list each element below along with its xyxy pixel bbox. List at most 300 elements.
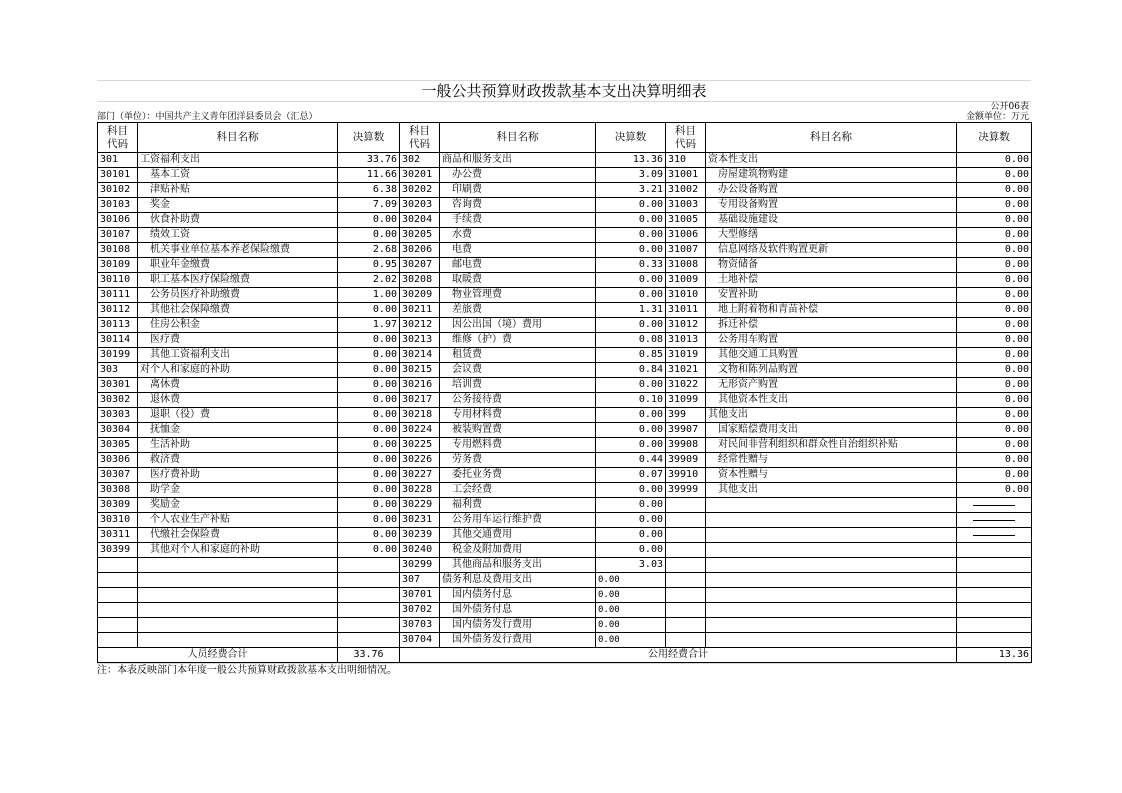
amount-cell-2: 0.00 <box>596 198 666 213</box>
name-cell-1: 奖励金 <box>138 498 338 513</box>
name-cell-3 <box>706 603 957 618</box>
amount-cell-1: 7.09 <box>338 198 400 213</box>
name-cell-1 <box>138 603 338 618</box>
code-cell-1: 30112 <box>98 303 138 318</box>
name-cell-1: 住房公积金 <box>138 318 338 333</box>
amount-cell-1: 2.02 <box>338 273 400 288</box>
name-cell-3 <box>706 633 957 648</box>
code-cell-2: 307 <box>400 573 440 588</box>
amount-cell-3: 0.00 <box>957 258 1032 273</box>
code-cell-3 <box>666 528 706 543</box>
code-cell-2: 30213 <box>400 333 440 348</box>
table-row <box>98 528 1032 543</box>
name-cell-1 <box>138 588 338 603</box>
name-cell-3: 公务用车购置 <box>706 333 957 348</box>
expense-table <box>97 122 1032 663</box>
code-cell-1: 30310 <box>98 513 138 528</box>
table-row <box>98 243 1032 258</box>
amount-cell-3: 0.00 <box>957 468 1032 483</box>
name-cell-2: 手续费 <box>440 213 596 228</box>
amount-cell-3: 0.00 <box>957 153 1032 168</box>
name-cell-3: 其他支出 <box>706 483 957 498</box>
table-row <box>98 198 1032 213</box>
name-cell-3 <box>706 618 957 633</box>
amount-cell-3: 0.00 <box>957 228 1032 243</box>
code-cell-1 <box>98 588 138 603</box>
name-cell-3 <box>706 543 957 558</box>
amount-cell-1: 0.00 <box>338 543 400 558</box>
amount-cell-1: 0.00 <box>338 513 400 528</box>
amount-cell-3: 0.00 <box>957 453 1032 468</box>
header-amount-2: 决算数 <box>596 123 666 153</box>
table-note: 注：本表反映部门本年度一般公共预算财政拨款基本支出明细情况。 <box>97 663 1031 678</box>
table-row <box>98 153 1032 168</box>
code-cell-2: 30226 <box>400 453 440 468</box>
name-cell-1: 退职（役）费 <box>138 408 338 423</box>
amount-cell-1: 11.66 <box>338 168 400 183</box>
code-cell-3 <box>666 558 706 573</box>
table-row <box>98 348 1032 363</box>
name-cell-2: 电费 <box>440 243 596 258</box>
name-cell-2: 会议费 <box>440 363 596 378</box>
name-cell-2: 维修（护）费 <box>440 333 596 348</box>
name-cell-1: 助学金 <box>138 483 338 498</box>
code-cell-3: 39908 <box>666 438 706 453</box>
table-row <box>98 183 1032 198</box>
header-code-1: 科目 代码 <box>98 123 138 153</box>
code-cell-2: 30227 <box>400 468 440 483</box>
code-cell-2: 30702 <box>400 603 440 618</box>
name-cell-1: 其他社会保障缴费 <box>138 303 338 318</box>
code-cell-1: 30106 <box>98 213 138 228</box>
name-cell-1: 抚恤金 <box>138 423 338 438</box>
code-cell-3: 31013 <box>666 333 706 348</box>
code-cell-1 <box>98 633 138 648</box>
code-cell-1: 30108 <box>98 243 138 258</box>
name-cell-2: 其他交通费用 <box>440 528 596 543</box>
name-cell-3 <box>706 588 957 603</box>
table-row <box>98 438 1032 453</box>
name-cell-2: 取暖费 <box>440 273 596 288</box>
name-cell-1: 工资福利支出 <box>138 153 338 168</box>
amount-cell-3: 0.00 <box>957 213 1032 228</box>
code-cell-1: 30304 <box>98 423 138 438</box>
code-cell-1: 30111 <box>98 288 138 303</box>
name-cell-2: 工会经费 <box>440 483 596 498</box>
table-row <box>98 513 1032 528</box>
name-cell-2: 邮电费 <box>440 258 596 273</box>
code-cell-3: 31099 <box>666 393 706 408</box>
amount-cell-2: 0.00 <box>596 243 666 258</box>
amount-cell-1: 0.00 <box>338 393 400 408</box>
name-cell-3: 其他交通工具购置 <box>706 348 957 363</box>
code-cell-3: 31005 <box>666 213 706 228</box>
header-amount-3: 决算数 <box>957 123 1032 153</box>
code-cell-1: 30311 <box>98 528 138 543</box>
amount-cell-2: 0.00 <box>596 318 666 333</box>
code-cell-2: 30228 <box>400 483 440 498</box>
amount-cell-3 <box>957 543 1032 558</box>
table-row <box>98 588 1032 603</box>
amount-cell-3: 0.00 <box>957 243 1032 258</box>
name-cell-1: 救济费 <box>138 453 338 468</box>
name-cell-2: 国外债务付息 <box>440 603 596 618</box>
amount-cell-2: 0.00 <box>596 543 666 558</box>
amount-cell-3: 0.00 <box>957 423 1032 438</box>
amount-cell-1: 0.00 <box>338 423 400 438</box>
amount-cell-3 <box>957 558 1032 573</box>
amount-cell-1: 6.38 <box>338 183 400 198</box>
name-cell-3: 地上附着物和青苗补偿 <box>706 303 957 318</box>
amount-cell-2: 0.44 <box>596 453 666 468</box>
amount-cell-3: 0.00 <box>957 273 1032 288</box>
name-cell-2: 国内债务付息 <box>440 588 596 603</box>
code-cell-3: 39907 <box>666 423 706 438</box>
code-cell-3: 31002 <box>666 183 706 198</box>
amount-cell-2: 0.00 <box>596 213 666 228</box>
table-row <box>98 228 1032 243</box>
name-cell-2: 商品和服务支出 <box>440 153 596 168</box>
amount-cell-1 <box>338 558 400 573</box>
table-row <box>98 453 1032 468</box>
name-cell-3: 经常性赠与 <box>706 453 957 468</box>
table-row <box>98 483 1032 498</box>
code-cell-3: 39909 <box>666 453 706 468</box>
code-cell-3: 39910 <box>666 468 706 483</box>
name-cell-2: 租赁费 <box>440 348 596 363</box>
name-cell-3: 基础设施建设 <box>706 213 957 228</box>
code-cell-3: 31010 <box>666 288 706 303</box>
amount-cell-1: 0.00 <box>338 468 400 483</box>
code-cell-2: 30224 <box>400 423 440 438</box>
code-cell-2: 30212 <box>400 318 440 333</box>
amount-cell-3: 0.00 <box>957 198 1032 213</box>
table-row <box>98 573 1032 588</box>
name-cell-2: 培训费 <box>440 378 596 393</box>
code-cell-3: 31001 <box>666 168 706 183</box>
table-row <box>98 258 1032 273</box>
code-cell-2: 30214 <box>400 348 440 363</box>
name-cell-2: 咨询费 <box>440 198 596 213</box>
amount-cell-1: 0.00 <box>338 498 400 513</box>
code-cell-2: 302 <box>400 153 440 168</box>
code-cell-2: 30299 <box>400 558 440 573</box>
code-cell-3 <box>666 603 706 618</box>
department-row <box>97 112 1031 122</box>
amount-cell-3: 0.00 <box>957 363 1032 378</box>
table-row <box>98 378 1032 393</box>
name-cell-3: 信息网络及软件购置更新 <box>706 243 957 258</box>
code-cell-3: 39999 <box>666 483 706 498</box>
table-row <box>98 423 1032 438</box>
amount-cell-1 <box>338 588 400 603</box>
code-cell-2: 30239 <box>400 528 440 543</box>
code-cell-3: 31003 <box>666 198 706 213</box>
name-cell-3: 安置补助 <box>706 288 957 303</box>
public-total-value: 13.36 <box>957 648 1032 663</box>
name-cell-1: 退休费 <box>138 393 338 408</box>
code-cell-3: 31021 <box>666 363 706 378</box>
amount-cell-1: 0.00 <box>338 363 400 378</box>
amount-cell-2: 3.21 <box>596 183 666 198</box>
amount-cell-2: 0.00 <box>596 438 666 453</box>
amount-cell-3 <box>957 618 1032 633</box>
code-cell-2: 30204 <box>400 213 440 228</box>
table-row <box>98 543 1032 558</box>
table-row <box>98 318 1032 333</box>
table-header-row <box>98 123 1032 153</box>
amount-cell-3: 0.00 <box>957 333 1032 348</box>
name-cell-3 <box>706 528 957 543</box>
amount-cell-2: 0.85 <box>596 348 666 363</box>
code-cell-1: 30308 <box>98 483 138 498</box>
code-cell-3: 399 <box>666 408 706 423</box>
name-cell-2: 国内债务发行费用 <box>440 618 596 633</box>
code-cell-1: 30399 <box>98 543 138 558</box>
code-cell-1: 30114 <box>98 333 138 348</box>
name-cell-1: 生活补助 <box>138 438 338 453</box>
name-cell-2: 税金及附加费用 <box>440 543 596 558</box>
name-cell-2: 专用燃料费 <box>440 438 596 453</box>
code-cell-2: 30206 <box>400 243 440 258</box>
amount-cell-3 <box>957 528 1032 543</box>
code-cell-2: 30231 <box>400 513 440 528</box>
form-code: 公开06表 <box>990 102 1029 112</box>
table-row <box>98 618 1032 633</box>
name-cell-3: 物资储备 <box>706 258 957 273</box>
amount-cell-3: 0.00 <box>957 438 1032 453</box>
header-code-3: 科目 代码 <box>666 123 706 153</box>
amount-cell-1: 0.00 <box>338 528 400 543</box>
table-row <box>98 633 1032 648</box>
personnel-total-label: 人员经费合计 <box>98 648 338 663</box>
name-cell-3: 国家赔偿费用支出 <box>706 423 957 438</box>
department-label: 部门（单位）：中国共产主义青年团洋县委员会（汇总） <box>97 112 318 122</box>
name-cell-1: 基本工资 <box>138 168 338 183</box>
name-cell-3 <box>706 573 957 588</box>
report-sheet <box>97 80 1031 678</box>
code-cell-2: 30704 <box>400 633 440 648</box>
name-cell-3: 对民间非营利组织和群众性自治组织补贴 <box>706 438 957 453</box>
name-cell-3: 文物和陈列品购置 <box>706 363 957 378</box>
code-cell-1 <box>98 603 138 618</box>
amount-cell-2: 0.00 <box>596 228 666 243</box>
amount-cell-1: 0.00 <box>338 333 400 348</box>
table-row <box>98 333 1032 348</box>
code-cell-1 <box>98 558 138 573</box>
code-cell-1: 30113 <box>98 318 138 333</box>
amount-cell-2: 0.00 <box>596 378 666 393</box>
code-cell-1: 30303 <box>98 408 138 423</box>
amount-cell-3: 0.00 <box>957 378 1032 393</box>
name-cell-3: 资本性支出 <box>706 153 957 168</box>
amount-cell-1: 33.76 <box>338 153 400 168</box>
amount-cell-3: 0.00 <box>957 408 1032 423</box>
amount-cell-1: 1.97 <box>338 318 400 333</box>
amount-cell-2: 0.00 <box>596 603 666 618</box>
code-cell-3: 31022 <box>666 378 706 393</box>
amount-cell-1: 0.00 <box>338 228 400 243</box>
name-cell-3 <box>706 558 957 573</box>
code-cell-1: 30101 <box>98 168 138 183</box>
totals-row <box>98 648 1032 663</box>
name-cell-3 <box>706 498 957 513</box>
name-cell-1: 职工基本医疗保险缴费 <box>138 273 338 288</box>
table-row <box>98 213 1032 228</box>
amount-cell-2: 0.33 <box>596 258 666 273</box>
name-cell-1 <box>138 633 338 648</box>
table-row <box>98 603 1032 618</box>
name-cell-3: 大型修缮 <box>706 228 957 243</box>
name-cell-3: 资本性赠与 <box>706 468 957 483</box>
code-cell-3: 31008 <box>666 258 706 273</box>
amount-cell-2: 0.00 <box>596 528 666 543</box>
amount-cell-2: 0.00 <box>596 273 666 288</box>
code-cell-2: 30218 <box>400 408 440 423</box>
name-cell-1: 代缴社会保险费 <box>138 528 338 543</box>
public-total-label: 公用经费合计 <box>400 648 957 663</box>
code-cell-3 <box>666 618 706 633</box>
table-row <box>98 498 1032 513</box>
amount-cell-1: 0.00 <box>338 303 400 318</box>
name-cell-1 <box>138 618 338 633</box>
header-code-2: 科目 代码 <box>400 123 440 153</box>
code-cell-2: 30701 <box>400 588 440 603</box>
amount-cell-2: 0.00 <box>596 483 666 498</box>
name-cell-1: 医疗费补助 <box>138 468 338 483</box>
empty-dash-line <box>973 505 1015 506</box>
code-cell-3 <box>666 633 706 648</box>
name-cell-3: 土地补偿 <box>706 273 957 288</box>
code-cell-1: 30103 <box>98 198 138 213</box>
amount-cell-3: 0.00 <box>957 183 1032 198</box>
name-cell-1: 绩效工资 <box>138 228 338 243</box>
name-cell-1: 伙食补助费 <box>138 213 338 228</box>
header-name-3: 科目名称 <box>706 123 957 153</box>
name-cell-1: 机关事业单位基本养老保险缴费 <box>138 243 338 258</box>
name-cell-2: 被装购置费 <box>440 423 596 438</box>
amount-cell-3: 0.00 <box>957 393 1032 408</box>
code-cell-3: 31012 <box>666 318 706 333</box>
code-cell-3: 31007 <box>666 243 706 258</box>
code-cell-2: 30216 <box>400 378 440 393</box>
code-cell-2: 30217 <box>400 393 440 408</box>
code-cell-2: 30202 <box>400 183 440 198</box>
name-cell-2: 办公费 <box>440 168 596 183</box>
amount-cell-2: 0.08 <box>596 333 666 348</box>
code-cell-2: 30240 <box>400 543 440 558</box>
code-cell-2: 30215 <box>400 363 440 378</box>
amount-cell-2: 0.00 <box>596 618 666 633</box>
table-row <box>98 168 1032 183</box>
amount-cell-1: 0.00 <box>338 438 400 453</box>
amount-cell-3: 0.00 <box>957 318 1032 333</box>
amount-cell-2: 13.36 <box>596 153 666 168</box>
amount-cell-3 <box>957 603 1032 618</box>
code-cell-2: 30203 <box>400 198 440 213</box>
header-name-1: 科目名称 <box>138 123 338 153</box>
name-cell-2: 福利费 <box>440 498 596 513</box>
amount-cell-2: 0.00 <box>596 498 666 513</box>
code-cell-1: 30305 <box>98 438 138 453</box>
name-cell-2: 因公出国（境）费用 <box>440 318 596 333</box>
table-row <box>98 393 1032 408</box>
amount-cell-2: 0.84 <box>596 363 666 378</box>
name-cell-3: 其他支出 <box>706 408 957 423</box>
code-cell-3 <box>666 573 706 588</box>
amount-cell-3: 0.00 <box>957 303 1032 318</box>
amount-cell-3: 0.00 <box>957 483 1032 498</box>
amount-cell-3: 0.00 <box>957 288 1032 303</box>
amount-cell-2: 0.07 <box>596 468 666 483</box>
amount-cell-3: 0.00 <box>957 348 1032 363</box>
name-cell-3: 无形资产购置 <box>706 378 957 393</box>
amount-cell-2: 0.00 <box>596 588 666 603</box>
empty-dash-line <box>973 535 1015 536</box>
header-amount-1: 决算数 <box>338 123 400 153</box>
code-cell-1: 30102 <box>98 183 138 198</box>
name-cell-1: 医疗费 <box>138 333 338 348</box>
amount-cell-1: 0.00 <box>338 213 400 228</box>
code-cell-1 <box>98 573 138 588</box>
table-row <box>98 408 1032 423</box>
name-cell-2: 水费 <box>440 228 596 243</box>
code-cell-1: 30109 <box>98 258 138 273</box>
name-cell-2: 专用材料费 <box>440 408 596 423</box>
table-row <box>98 273 1032 288</box>
amount-cell-2: 0.00 <box>596 423 666 438</box>
amount-cell-1: 0.00 <box>338 453 400 468</box>
name-cell-2: 国外债务发行费用 <box>440 633 596 648</box>
amount-cell-3 <box>957 633 1032 648</box>
code-cell-2: 30211 <box>400 303 440 318</box>
personnel-total-value: 33.76 <box>338 648 400 663</box>
name-cell-2: 差旅费 <box>440 303 596 318</box>
code-cell-2: 30201 <box>400 168 440 183</box>
amount-cell-2: 0.00 <box>596 573 666 588</box>
table-row <box>98 363 1032 378</box>
code-cell-3: 31006 <box>666 228 706 243</box>
name-cell-1: 公务员医疗补助缴费 <box>138 288 338 303</box>
code-cell-1: 30309 <box>98 498 138 513</box>
code-cell-2: 30229 <box>400 498 440 513</box>
name-cell-2: 物业管理费 <box>440 288 596 303</box>
name-cell-3: 专用设备购置 <box>706 198 957 213</box>
code-cell-3: 31011 <box>666 303 706 318</box>
code-cell-3 <box>666 588 706 603</box>
code-cell-2: 30207 <box>400 258 440 273</box>
table-row <box>98 288 1032 303</box>
name-cell-3: 办公设备购置 <box>706 183 957 198</box>
empty-dash-line <box>973 520 1015 521</box>
amount-cell-2: 0.00 <box>596 633 666 648</box>
code-cell-1: 301 <box>98 153 138 168</box>
name-cell-3: 拆迁补偿 <box>706 318 957 333</box>
amount-cell-2: 0.00 <box>596 513 666 528</box>
name-cell-1: 其他对个人和家庭的补助 <box>138 543 338 558</box>
code-cell-3: 31019 <box>666 348 706 363</box>
name-cell-3: 房屋建筑物购建 <box>706 168 957 183</box>
name-cell-2: 委托业务费 <box>440 468 596 483</box>
name-cell-2: 印刷费 <box>440 183 596 198</box>
name-cell-1: 津贴补贴 <box>138 183 338 198</box>
amount-cell-3 <box>957 573 1032 588</box>
name-cell-1: 其他工资福利支出 <box>138 348 338 363</box>
code-cell-1: 30199 <box>98 348 138 363</box>
code-cell-3 <box>666 513 706 528</box>
code-cell-2: 30209 <box>400 288 440 303</box>
code-cell-3: 310 <box>666 153 706 168</box>
